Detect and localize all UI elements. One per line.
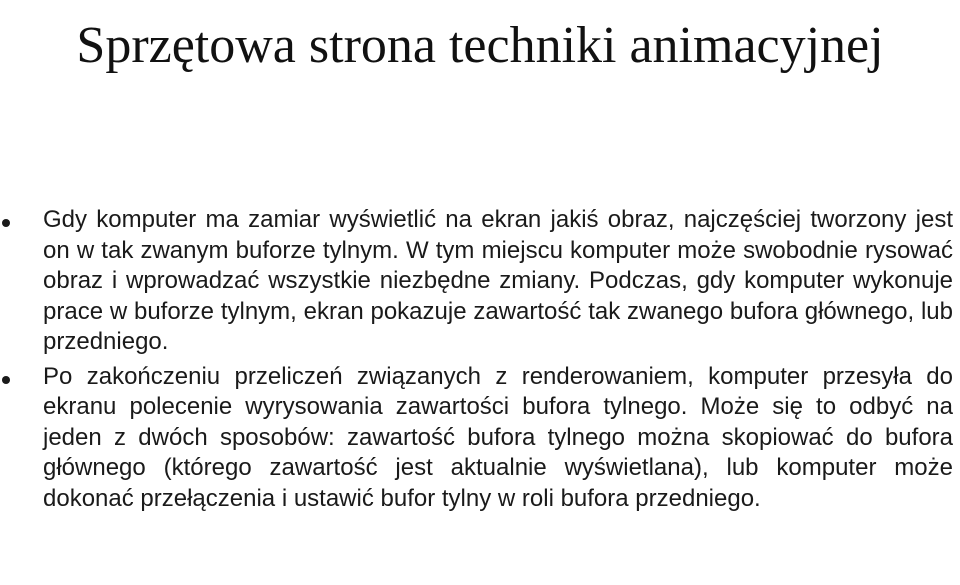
bullet-text: Gdy komputer ma zamiar wyświetlić na ekran jakiś obraz, najczęściej tworzony jest on w tak zwanym buforze tylnym. W tym miejscu komputer może swobodnie rysować obraz i wprowadzać wszystkie niezbędne zmiany. Podczas, gdy komputer wykonuje prace w buforze tylnym, ekran pokazuje zawartość tak zwanego bufora głównego, lub przedniego. [43,206,953,355]
bullet-item [0,362,960,515]
slide-title: Sprzętowa strona techniki animacyjnej [76,17,884,74]
bullet-text: Po zakończeniu przeliczeń związanych z renderowaniem, komputer przesyła do ekranu polecenie wyrysowania zawartości bufora tylnego. Może się to odbyć na jeden z dwóch sposobów: zawartość bufora tylnego można skopiować do bufora głównego (którego zawartość jest aktualnie wyświetlana), lub komputer może dokonać przełączenia i ustawić bufor tylny w roli bufora przedniego. [43,362,953,512]
bullet-dot-icon [2,219,10,227]
bullet-item [0,205,960,358]
bullet-dot-icon [2,376,10,384]
bullet-list [0,205,960,514]
